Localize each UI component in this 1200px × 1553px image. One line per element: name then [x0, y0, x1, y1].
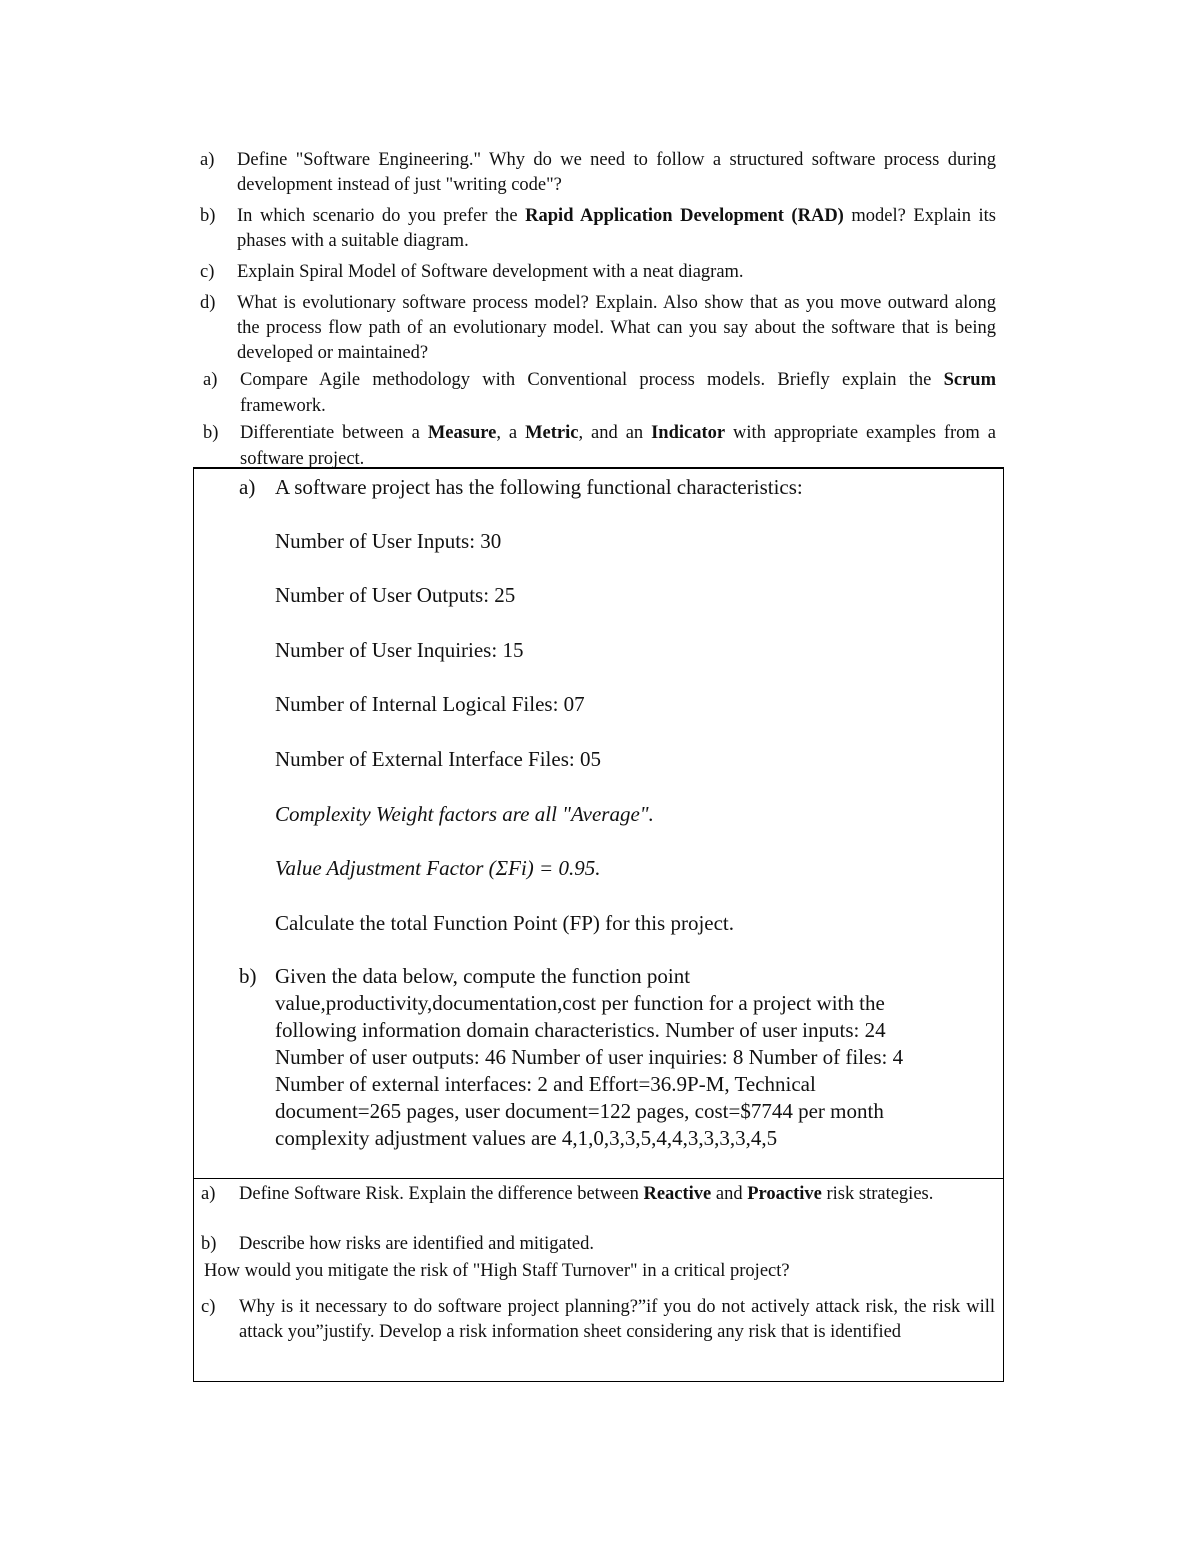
emphasis-text: Indicator [651, 423, 726, 443]
question-line: Number of user outputs: 46 Number of user inquiries: 8 Number of files: 4 [275, 1045, 904, 1069]
question-group-1 [200, 148, 996, 366]
question-4b-extra [204, 1259, 995, 1284]
question-text-part: model? Explain its phases with a suitable diagram. [237, 206, 996, 251]
question-text: What is evolutionary software process model? Explain. Also show that as you move outward along the process flow path of an evolutionary model. What can you say about the software that is being developed or maintained? [237, 293, 996, 363]
question-label: a) [203, 370, 218, 390]
data-line-text: Number of User Outputs: 25 [275, 583, 516, 607]
question-label: d) [200, 293, 216, 313]
emphasis-text: Reactive [643, 1184, 712, 1204]
calc-instruction [239, 910, 973, 937]
question-line: value,productivity,documentation,cost per function for a project with the [275, 991, 885, 1015]
data-line-inputs [239, 528, 973, 555]
question-text: How would you mitigate the risk of "High Staff Turnover" in a critical project? [204, 1261, 790, 1281]
question-2a [203, 367, 996, 419]
question-text [240, 367, 996, 419]
data-line-text: Number of User Inquiries: 15 [275, 638, 524, 662]
question-label: b) [200, 206, 216, 226]
question-text [237, 204, 996, 254]
question-text-part: , and an [578, 423, 652, 443]
question-3a-intro [239, 474, 973, 501]
question-label: c) [200, 262, 215, 282]
question-text-part: Differentiate between a [240, 423, 428, 443]
emphasis-text: Metric [525, 423, 579, 443]
question-text: Why is it necessary to do software project planning?”if you do not actively attack risk, the risk will attack you”justify. Develop a risk information sheet considering any risk that is identified [239, 1297, 995, 1342]
question-1c [200, 260, 996, 285]
question-line: document=265 pages, user document=122 pages, cost=$7744 per month [275, 1099, 884, 1123]
question-label: b) [201, 1234, 217, 1254]
question-4c [201, 1295, 995, 1345]
question-label: c) [201, 1297, 216, 1317]
question-line: following information domain characteristics. Number of user inputs: 24 [275, 1018, 886, 1042]
question-text-part: and [711, 1184, 748, 1204]
note-text: Complexity Weight factors are all "Average". [275, 802, 654, 826]
question-label: a) [200, 150, 215, 170]
question-text [239, 1182, 995, 1207]
question-4a [201, 1182, 995, 1207]
question-label: b) [203, 423, 219, 443]
note-text: Value Adjustment Factor (ΣFi) = 0.95. [275, 856, 601, 880]
question-text-part: with appropriate examples from a software project. [240, 423, 996, 469]
data-line-text: Number of User Inputs: 30 [275, 529, 502, 553]
question-text-part: In which scenario do you prefer the [237, 206, 526, 226]
question-3b [239, 963, 973, 1152]
weight-note [239, 801, 973, 828]
question-1b [200, 204, 996, 254]
function-point-box [193, 467, 1004, 1179]
question-text-part: , a [496, 423, 526, 443]
risk-box [193, 1178, 1004, 1382]
data-line-inquiries [239, 637, 973, 664]
instruction-text: Calculate the total Function Point (FP) for this project. [275, 911, 735, 935]
question-text: Explain Spiral Model of Software development with a neat diagram. [237, 262, 744, 282]
question-text-part: Define Software Risk. Explain the difference between [239, 1184, 644, 1204]
question-text [240, 420, 996, 472]
question-text: A software project has the following functional characteristics: [275, 475, 803, 499]
question-label: a) [201, 1184, 216, 1204]
question-text-part: Compare Agile methodology with Conventional process models. Briefly explain the [240, 370, 944, 390]
vaf-note [239, 855, 973, 882]
data-line-text: Number of External Interface Files: 05 [275, 747, 601, 771]
question-text: Describe how risks are identified and mitigated. [239, 1234, 594, 1254]
question-text: Define "Software Engineering." Why do we need to follow a structured software process during development instead of just "writing code"? [237, 150, 996, 195]
question-line: complexity adjustment values are 4,1,0,3,3,5,4,4,3,3,3,3,4,5 [275, 1126, 778, 1150]
emphasis-text: Scrum [943, 370, 996, 390]
question-4b [201, 1232, 995, 1257]
data-line-text: Number of Internal Logical Files: 07 [275, 692, 585, 716]
data-line-eif [239, 746, 973, 773]
question-line: Number of external interfaces: 2 and Effort=36.9P-M, Technical [275, 1072, 816, 1096]
data-line-outputs [239, 582, 973, 609]
question-label: b) [239, 964, 257, 988]
question-text [275, 963, 973, 1152]
emphasis-text: Measure [427, 423, 497, 443]
question-text-part: framework. [240, 396, 326, 416]
emphasis-text: Rapid Application Development (RAD) [525, 206, 844, 226]
emphasis-text: Proactive [747, 1184, 822, 1204]
data-line-ilf [239, 691, 973, 718]
question-1a [200, 148, 996, 198]
question-label: a) [239, 475, 256, 499]
question-line: Given the data below, compute the function point [275, 964, 691, 988]
question-1d [200, 291, 996, 366]
question-text-part: risk strategies. [821, 1184, 934, 1204]
question-group-2 [203, 367, 996, 472]
question-2b [203, 420, 996, 472]
